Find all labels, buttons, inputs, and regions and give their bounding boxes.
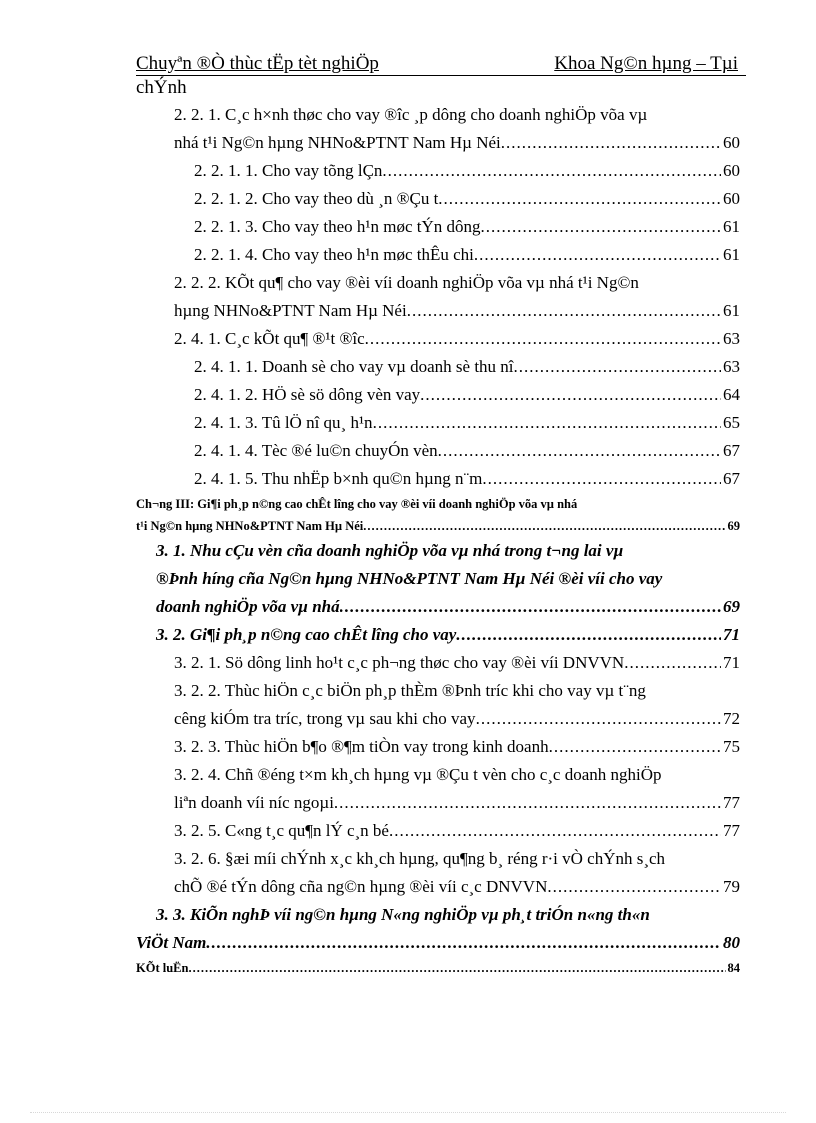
dot-leader — [340, 593, 721, 621]
dot-leader — [547, 873, 721, 901]
toc-page-number: 63 — [723, 329, 740, 348]
toc-entry-title-cont: liªn doanh víi níc ngoµi — [174, 793, 334, 812]
toc-entry[interactable] — [136, 677, 740, 733]
toc-section[interactable] — [136, 901, 740, 957]
dot-leader — [365, 325, 721, 353]
dot-leader — [482, 465, 721, 493]
toc-chapter-title: Ch¬ng III: Gi¶i ph¸p n©ng cao chÊt lîng cho vay ®èi víi doanh nghiÖp võa vµ nhá — [136, 497, 578, 511]
dot-leader — [382, 157, 721, 185]
toc-entry-title: 2. 4. 1. 3. Tû lÖ nî qu¸ h¹n — [194, 413, 373, 432]
toc-page-number: 61 — [723, 217, 740, 236]
toc-entry-title: 3. 2. 6. §æi míi chÝnh x¸c kh¸ch hµng, qu¶ng b¸ réng r·i vÒ chÝnh s¸ch — [174, 849, 666, 868]
toc-entry[interactable] — [136, 649, 740, 677]
dot-leader — [206, 929, 721, 957]
toc-entry-title-cont: chÕ ®é tÝn dông cña ng©n hµng ®èi víi c¸c DNVVN — [174, 877, 548, 896]
toc-entry[interactable] — [136, 241, 740, 269]
dot-leader — [549, 733, 721, 761]
toc-entry-title: 2. 2. 1. 1. Cho vay tõng lÇn — [194, 161, 383, 180]
toc-entry-title: 3. 2. 1. Sö dông linh ho¹t c¸c ph¬ng thøc cho vay ®èi víi DNVVN — [174, 653, 625, 672]
page-header — [136, 52, 746, 100]
dot-leader — [373, 409, 721, 437]
toc-section[interactable] — [136, 621, 740, 649]
toc-page-number: 77 — [723, 821, 740, 840]
toc-entry[interactable] — [136, 381, 740, 409]
dot-leader — [188, 957, 725, 979]
toc-page-number: 60 — [723, 189, 740, 208]
toc-entry-title: 2. 2. 1. C¸c h×nh thøc cho vay ®îc ¸p dông cho doanh nghiÖp võa vµ — [174, 105, 648, 124]
toc-entry[interactable] — [136, 269, 740, 325]
toc-page-number: 63 — [723, 357, 740, 376]
toc-entry[interactable] — [136, 437, 740, 465]
toc-entry[interactable] — [136, 761, 740, 817]
toc-entry-title: 2. 2. 1. 3. Cho vay theo h¹n møc tÝn dông — [194, 217, 481, 236]
toc-page-number: 84 — [727, 961, 740, 975]
toc-entry-title-cont: hµng NHNo&PTNT Nam Hµ Néi — [174, 301, 407, 320]
toc-entry[interactable] — [136, 465, 740, 493]
header-right-title: Khoa Ng©n hµng – Tµi — [554, 53, 738, 74]
toc-page-number: 67 — [723, 469, 740, 488]
dot-leader — [389, 817, 721, 845]
toc-entry-title: 2. 2. 1. 4. Cho vay theo h¹n møc thÊu chi — [194, 245, 474, 264]
toc-page-number: 61 — [723, 245, 740, 264]
toc-section-title: 3. 3. KiÕn nghÞ víi ng©n hµng N«ng nghiÖp vµ ph¸t triÓn n«ng th«n — [156, 905, 650, 924]
dot-leader — [363, 515, 725, 537]
toc-page-number: 67 — [723, 441, 740, 460]
toc-entry-title: 2. 4. 1. 5. Thu nhËp b×nh qu©n hµng n¨m — [194, 469, 483, 488]
toc-entry-title: 3. 2. 3. Thùc hiÖn b¶o ®¶m tiÒn vay trong kinh doanh — [174, 737, 549, 756]
page-bottom-rule — [30, 1112, 786, 1113]
toc-entry-title-cont: nhá t¹i Ng©n hµng NHNo&PTNT Nam Hµ Néi — [174, 133, 501, 152]
toc-page-number: 72 — [723, 709, 740, 728]
toc-entry[interactable] — [136, 733, 740, 761]
header-left-title: Chuyªn ®Ò thùc tËp tèt nghiÖp — [136, 53, 379, 74]
dot-leader — [501, 129, 721, 157]
toc-page-number: 71 — [723, 625, 740, 644]
toc-entry-title: 2. 2. 2. KÕt qu¶ cho vay ®èi víi doanh nghiÖp võa vµ nhá t¹i Ng©n — [174, 273, 639, 292]
toc-section-title-cont: ®Þnh híng cña Ng©n hµng NHNo&PTNT Nam Hµ Néi ®èi víi cho vay — [156, 569, 663, 588]
dot-leader — [334, 789, 721, 817]
toc-entry[interactable] — [136, 409, 740, 437]
toc-section-title-cont: ViÖt Nam — [136, 933, 207, 952]
toc-page-number: 60 — [723, 133, 740, 152]
toc-page-number: 65 — [723, 413, 740, 432]
dot-leader — [456, 621, 721, 649]
toc-section-title-cont: doanh nghiÖp võa vµ nhá — [156, 597, 340, 616]
dot-leader — [476, 705, 721, 733]
toc-entry[interactable] — [136, 157, 740, 185]
toc-page-number: 77 — [723, 793, 740, 812]
toc-entry-title: 2. 4. 1. 4. Tèc ®é lu©n chuyÓn vèn — [194, 441, 438, 460]
toc-entry[interactable] — [136, 817, 740, 845]
dot-leader — [474, 241, 721, 269]
header-rule — [136, 75, 746, 76]
toc-entry-title: 3. 2. 2. Thùc hiÖn c¸c biÖn ph¸p thÈm ®Þnh tríc khi cho vay vµ t¨ng — [174, 681, 646, 700]
toc-entry-title: 3. 2. 5. C«ng t¸c qu¶n lÝ c¸n bé — [174, 821, 389, 840]
toc-entry-title: 2. 4. 1. C¸c kÕt qu¶ ®¹t ®îc — [174, 329, 365, 348]
toc-page-number: 79 — [723, 877, 740, 896]
toc-page-number: 61 — [723, 301, 740, 320]
dot-leader — [420, 381, 721, 409]
toc-chapter[interactable] — [136, 493, 740, 537]
toc-entry[interactable] — [136, 213, 740, 241]
toc-entry-title: 3. 2. 4. Chñ ®éng t×m kh¸ch hµng vµ ®Çu t vèn cho c¸c doanh nghiÖp — [174, 765, 662, 784]
toc-conclusion-title: KÕt luËn — [136, 961, 189, 975]
dot-leader — [514, 353, 721, 381]
toc-entry[interactable] — [136, 845, 740, 901]
toc-page-number: 75 — [723, 737, 740, 756]
table-of-contents — [136, 101, 740, 979]
toc-page-number: 71 — [723, 653, 740, 672]
toc-page-number: 64 — [723, 385, 740, 404]
toc-page-number: 69 — [727, 519, 740, 533]
header-wrap-text: chÝnh — [136, 77, 187, 98]
toc-entry[interactable] — [136, 185, 740, 213]
dot-leader — [438, 437, 721, 465]
toc-entry-title-cont: cêng kiÓm tra tríc, trong vµ sau khi cho vay — [174, 709, 476, 728]
dot-leader — [407, 297, 721, 325]
toc-chapter-title-cont: t¹i Ng©n hµng NHNo&PTNT Nam Hµ Néi — [136, 519, 364, 533]
toc-entry[interactable] — [136, 101, 740, 157]
toc-entry-title: 2. 4. 1. 1. Doanh sè cho vay vµ doanh sè thu nî — [194, 357, 514, 376]
toc-page-number: 60 — [723, 161, 740, 180]
dot-leader — [624, 649, 721, 677]
toc-page-number: 80 — [723, 933, 740, 952]
toc-entry-title: 2. 2. 1. 2. Cho vay theo dù ¸n ®Çu t — [194, 189, 439, 208]
toc-section[interactable] — [136, 537, 740, 621]
toc-conclusion[interactable] — [136, 957, 740, 979]
toc-section-title: 3. 1. Nhu cÇu vèn cña doanh nghiÖp võa vµ nhá trong t¬ng lai vµ — [156, 541, 624, 560]
toc-entry[interactable] — [136, 353, 740, 381]
toc-page-number: 69 — [723, 597, 740, 616]
toc-entry-title: 2. 4. 1. 2. HÖ sè sö dông vèn vay — [194, 385, 421, 404]
dot-leader — [481, 213, 721, 241]
toc-section-title: 3. 2. Gi¶i ph¸p n©ng cao chÊt lîng cho vay — [156, 625, 457, 644]
dot-leader — [438, 185, 721, 213]
toc-entry[interactable] — [136, 325, 740, 353]
